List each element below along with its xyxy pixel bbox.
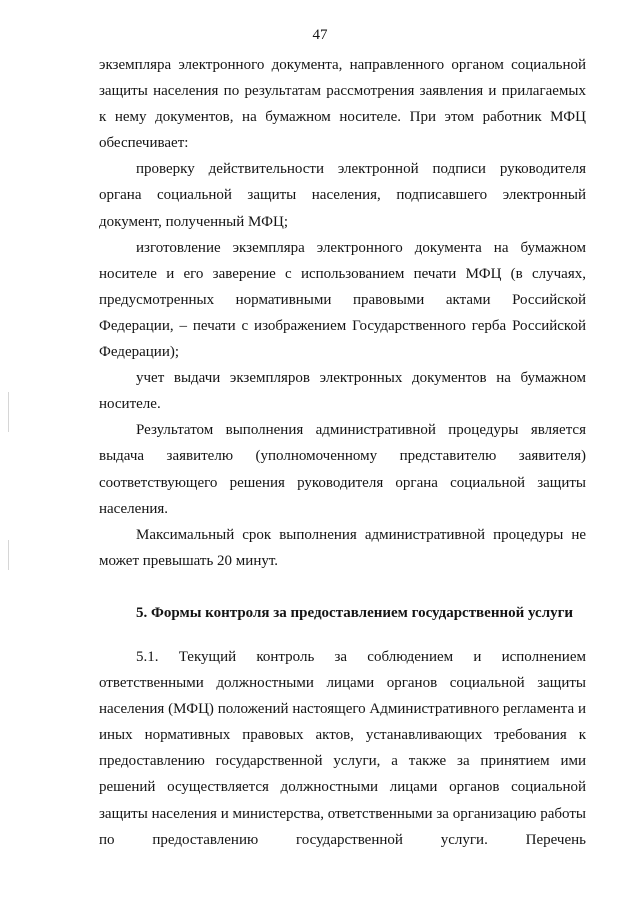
paragraph-issuance-record: учет выдачи экземпляров электронных документов на бумажном носителе. [99,370,586,413]
paragraph-section-5-1: 5.1. Текущий контроль за соблюдением и исполнением ответственными должностными лицами органов социальной защиты населения (МФЦ) положений настоящего Административного регламента и иных нормативных правовых актов, устанавливающих требования к предоставлению государственной услуги, а также за принятием ими решений осуществляется должностными лицами органов социальной защиты населения и министерства, ответственными за организацию работы по предоставлению государственной услуги. Перечень [99,648,586,848]
paragraph-signature-check: проверку действительности электронной подписи руководителя органа социальной защиты населения, подписавшего электронный документ, полученный МФЦ; [99,161,586,230]
document-body [99,52,586,853]
scan-margin-mark [8,392,9,432]
page-number: 47 [312,27,328,43]
section-heading: 5. Формы контроля за предоставлением государственной услуги [136,604,574,621]
paragraph-max-duration: Максимальный срок выполнения административной процедуры не может превышать 20 минут. [99,526,586,569]
paragraph-paper-copy: изготовление экземпляра электронного документа на бумажном носителе и его заверение с использованием печати МФЦ (в случаях, предусмотренных нормативными правовыми актами Российской Федерации, – печати с изображением Государственного герба Российской Федерации); [99,239,586,361]
paragraph-continuation: экземпляра электронного документа, направленного органом социальной защиты населения по результатам рассмотрения заявления и прилагаемых к нему документов, на бумажном носителе. При этом работник МФЦ обеспечивает: [99,57,586,152]
paragraph-procedure-result: Результатом выполнения административной процедуры является выдача заявителю (уполномоченному представителю заявителя) соответствующего решения руководителя органа социальной защиты населения. [99,422,586,517]
scan-margin-mark [8,540,9,570]
